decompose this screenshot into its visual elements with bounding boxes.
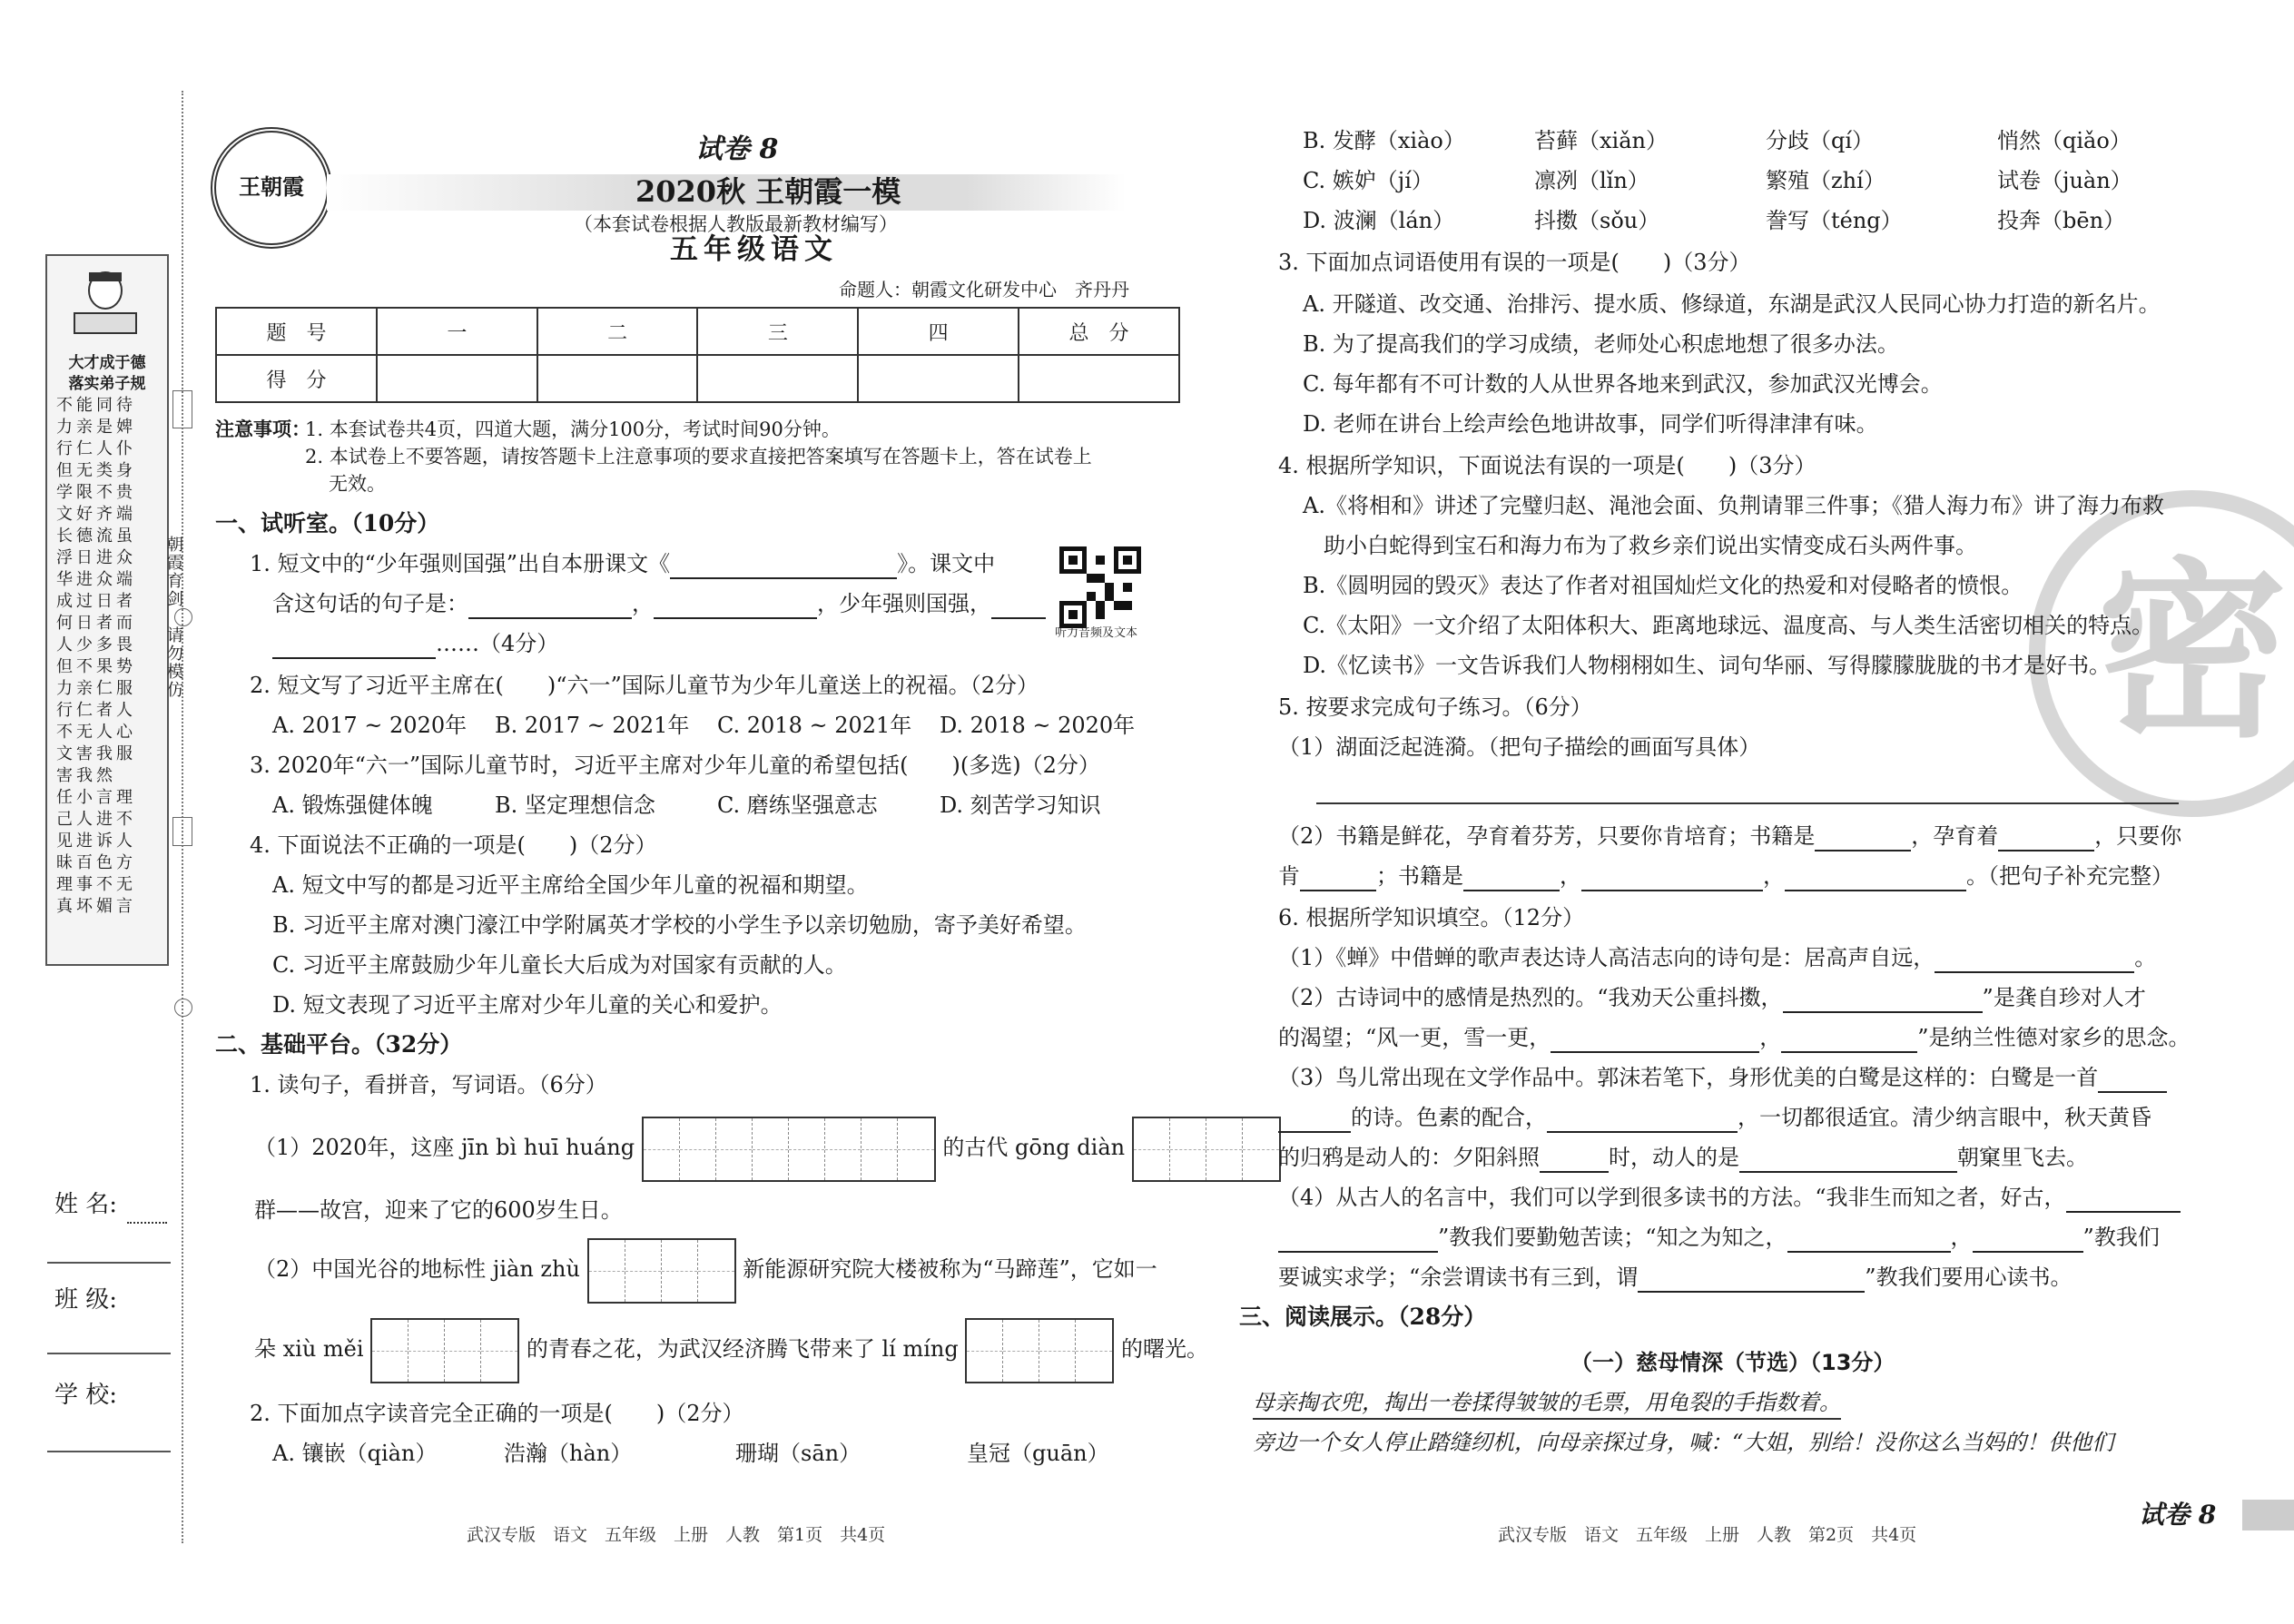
poem-line: 但不果势 <box>56 657 136 676</box>
poem-line: 行仁者人 <box>56 701 136 720</box>
option: C. 2018 ~ 2021年 <box>717 713 912 738</box>
s1-q3: 3. 2020年“六一”国际儿童节时，习近平主席对少年儿童的希望包括( )(多选)（2分） <box>250 753 1100 778</box>
q6-blank-10[interactable] <box>2066 1187 2181 1213</box>
q5-blank-6[interactable] <box>1785 866 1966 891</box>
notes-item2: 2. 本试卷上不要答题，请按答题卡上注意事项的要求直接把答案填写在答题卡上，答在试卷上 <box>305 446 1092 468</box>
q6-2-line1 <box>1278 982 2146 1013</box>
s1-q1-line1 <box>250 548 995 579</box>
poem-line: 不能同待 <box>56 396 136 415</box>
poem-line: 害我然 <box>56 766 116 785</box>
name-field[interactable] <box>127 1189 167 1224</box>
q2-row-c <box>1303 165 2229 196</box>
s1-q3-opts <box>272 790 1162 821</box>
q6-blank-4[interactable] <box>1781 1028 1917 1053</box>
option: B. 发酵（xiào） <box>1303 128 1465 153</box>
s2-q1: 1. 读句子，看拼音，写词语。（6分） <box>250 1072 607 1097</box>
s1-q1-d: ， <box>632 591 654 616</box>
q6-4-line3 <box>1278 1262 2072 1293</box>
author: 命题人：朝霞文化研发中心 齐丹丹 <box>839 279 1129 300</box>
reading-p2: 旁边一个女人停止踏缝纫机，向母亲探过身，喊：“大姐，别给！没你这么当妈的！供他们 <box>1253 1430 2114 1455</box>
poem-line: 见进诉人 <box>56 832 136 851</box>
corner-badge: 试卷 8 <box>2139 1500 2217 1530</box>
q4-opt-a2: 助小白蛇得到宝石和海力布为了救乡亲们说出实情变成石头两件事。 <box>1324 533 1977 558</box>
motto-bottom: 落实弟子规 <box>68 375 146 393</box>
option: 悄然（qiǎo） <box>1997 128 2132 153</box>
score-row-label: 得 分 <box>216 355 377 402</box>
option: 抖擞（sǒu） <box>1534 208 1660 233</box>
score-header-cell: 三 <box>697 308 858 355</box>
footer-left: 武汉专版 语文 五年级 上册 人教 第1页 共4页 <box>467 1525 886 1545</box>
poem-line: 但无类身 <box>56 461 136 480</box>
q6-blank-7[interactable] <box>1547 1107 1738 1133</box>
answer-grid-4[interactable] <box>370 1318 519 1383</box>
q6-blank-2[interactable] <box>1783 988 1983 1013</box>
q6-2c: 的渴望；“风一更，雪一更， <box>1278 1025 1551 1050</box>
q5-2-line2 <box>1278 861 2173 891</box>
option: A. 镶嵌（qiàn） <box>272 1441 438 1466</box>
score-cell[interactable] <box>537 355 698 402</box>
q6-blank-11[interactable] <box>1278 1227 1438 1253</box>
q6-3a: （3）鸟儿常出现在文学作品中。郭沫若笔下，身形优美的白鹭是这样的：白鹭是一首 <box>1278 1065 2099 1090</box>
circle-mark-3 <box>172 817 192 846</box>
poem-line: 昧百色方 <box>56 853 136 872</box>
q6-3f: 朝窠里飞去。 <box>1957 1145 2088 1170</box>
blank-sentence-1[interactable] <box>468 594 632 619</box>
q4-opt-a1: A.《将相和》讲述了完璧归赵、渑池会面、负荆请罪三件事；《猎人海力布》讲了海力布救 <box>1303 493 2164 518</box>
answer-grid-1[interactable] <box>642 1117 936 1182</box>
s1-q1-f: ……（4分） <box>436 631 559 656</box>
s2-s1b: 的古代 gōng diàn <box>942 1135 1126 1160</box>
poem-line: 力亲仁服 <box>56 679 136 698</box>
option: A. 2017 ~ 2020年 <box>272 713 468 738</box>
q5-2e: ；书籍是 <box>1376 863 1463 889</box>
watermark-text: 密 <box>2096 539 2288 763</box>
section3-title: 三、阅读展示。（28分） <box>1239 1304 1487 1330</box>
q6-4f: ”教我们要用心读书。 <box>1865 1265 2072 1290</box>
option: D. 2018 ~ 2020年 <box>940 713 1136 738</box>
q5-2d: 肯 <box>1278 863 1300 889</box>
score-header-cell: 题 号 <box>216 308 377 355</box>
s2-s2a: （2）中国光谷的地标性 jiàn zhù <box>254 1256 580 1282</box>
q5-1: （1）湖面泛起涟漪。（把句子描绘的画面写具体） <box>1278 734 1761 760</box>
q5-blank-4[interactable] <box>1463 866 1560 891</box>
q6-3-line2 <box>1278 1102 2151 1133</box>
q6-4b: ”教我们要勤勉苦读；“知之为知之， <box>1438 1225 1787 1250</box>
s1-q1-line2 <box>272 588 1046 619</box>
poem-line: 行仁人仆 <box>56 439 136 458</box>
poem-line: 理事不无 <box>56 875 136 894</box>
motto-top: 大才成于德 <box>68 354 146 372</box>
q6-blank-1[interactable] <box>1935 948 2134 973</box>
option: C. 嫉妒（jí） <box>1303 168 1433 193</box>
blank-sentence-3[interactable] <box>991 594 1046 619</box>
sidebar-vertical-note: 朝霞育剑 请勿模仿 <box>164 536 183 699</box>
sidebar-poem <box>56 395 156 918</box>
s1-q2-opts <box>272 710 1162 741</box>
poem-line: 力亲是婢 <box>56 418 136 437</box>
name-underline <box>47 1262 171 1264</box>
q5-2c: ，只要你 <box>2094 823 2182 849</box>
poem-line: 浮日进众 <box>56 548 136 567</box>
reading-p1: 母亲掏衣兜，掏出一卷揉得皱皱的毛票，用龟裂的手指数着。 <box>1253 1387 1841 1420</box>
q4-opt-d: D.《忆读书》一文告诉我们人物栩栩如生、词句华丽、写得朦朦胧胧的书才是好书。 <box>1303 653 2112 678</box>
school-underline[interactable] <box>47 1451 171 1452</box>
q4-opt-c: C.《太阳》一文介绍了太阳体积大、距离地球远、温度高、与人类生活密切相关的特点。 <box>1303 613 2154 638</box>
q6-2e: ”是纳兰性德对家乡的思念。 <box>1917 1025 2191 1050</box>
s1-q1-c: 含这句话的句子是： <box>272 591 468 616</box>
poem-line: 文好齐端 <box>56 505 136 524</box>
s1-q1-a: 1. 短文中的“少年强则国强”出自本册课文《 <box>250 551 671 576</box>
scholar-figure <box>56 263 154 345</box>
option: 投奔（bēn） <box>1997 208 2126 233</box>
section2-title: 二、基础平台。（32分） <box>215 1031 463 1058</box>
q6-4e: 要诚实求学；“余尝谓读书有三到，谓 <box>1278 1265 1639 1290</box>
option: 试卷（juàn） <box>1997 168 2132 193</box>
score-header-cell: 二 <box>537 308 698 355</box>
q5-2b: ，孕育着 <box>1911 823 1999 849</box>
q6-blank-5[interactable] <box>2098 1068 2167 1093</box>
score-cell[interactable] <box>858 355 1019 402</box>
s2-s2-row <box>254 1236 1157 1304</box>
option: C. 磨练坚强意志 <box>717 792 878 818</box>
poem-line: 学限不贵 <box>56 483 136 502</box>
s1-q2: 2. 短文写了习近平主席在( )“六一”国际儿童节为少年儿童送上的祝福。（2分） <box>250 673 1039 698</box>
q5-blank-2[interactable] <box>1998 826 2094 851</box>
qr-code-icon[interactable] <box>1059 546 1141 628</box>
answer-grid-3[interactable] <box>587 1238 736 1304</box>
q6-blank-14[interactable] <box>1638 1267 1865 1293</box>
circle-mark-4 <box>174 999 192 1017</box>
poem-line: 何日者而 <box>56 614 136 633</box>
poem-line: 不无人心 <box>56 723 136 742</box>
school-label: 学 校: <box>54 1382 118 1409</box>
answer-grid-5[interactable] <box>965 1318 1114 1383</box>
q5-blank-3[interactable] <box>1300 866 1376 891</box>
footer-right: 武汉专版 语文 五年级 上册 人教 第2页 共4页 <box>1498 1525 1917 1545</box>
s2-q2: 2. 下面加点字读音完全正确的一项是( )（2分） <box>250 1401 744 1426</box>
poem-line: 成过日者 <box>56 592 136 611</box>
q5-2g: 。（把句子补充完整） <box>1966 863 2173 889</box>
q6-2d: ， <box>1759 1025 1782 1050</box>
notes-item1: 1. 本套试卷共4页，四道大题，满分100分，考试时间90分钟。 <box>305 418 841 440</box>
q6: 6. 根据所学知识填空。（12分） <box>1278 905 1585 930</box>
q6-1: （1）《蝉》中借蝉的歌声表达诗人高洁志向的诗句是：居高声自远， 。 <box>1278 942 2156 973</box>
logo-badge <box>211 127 332 249</box>
option: B. 2017 ~ 2021年 <box>495 713 690 738</box>
option: D. 刻苦学习知识 <box>940 792 1101 818</box>
section1-title: 一、试听室。（10分） <box>215 510 440 536</box>
q6-blank-12[interactable] <box>1787 1227 1951 1253</box>
edition-note: （本套试卷根据人教版最新教材编写） <box>574 213 898 235</box>
notes-item2b: 无效。 <box>329 473 386 495</box>
notes-label: 注意事项： <box>215 418 310 440</box>
blank-sentence-2[interactable] <box>654 594 817 619</box>
circle-mark-1 <box>172 390 192 428</box>
option: 繁殖（zhí） <box>1766 168 1885 193</box>
q6-blank-13[interactable] <box>1973 1227 2083 1253</box>
option: 分歧（qí） <box>1766 128 1875 153</box>
s2-s1c: 群——故宫，迎来了它的600岁生日。 <box>254 1197 623 1223</box>
s2-s2e: 的曙光。 <box>1121 1336 1208 1362</box>
q4-opt-b: B.《圆明园的毁灭》表达了作者对祖国灿烂文化的热爱和对侵略者的愤恨。 <box>1303 573 2023 598</box>
q3-opt-b: B. 为了提高我们的学习成绩，老师处心积虑地想了很多办法。 <box>1303 331 1899 357</box>
q6-blank-3[interactable] <box>1551 1028 1759 1053</box>
s1-q4-opt-c: C. 习近平主席鼓励少年儿童长大后成为对国家有贡献的人。 <box>272 952 847 978</box>
option: 珊瑚（sān） <box>735 1441 861 1466</box>
option: 凛冽（lǐn） <box>1534 168 1649 193</box>
q5-2f-b: ， <box>1763 863 1785 889</box>
poem-line: 己人进不 <box>56 810 136 829</box>
option: B. 坚定理想信念 <box>495 792 655 818</box>
q6-blank-6[interactable] <box>1278 1107 1351 1133</box>
q6-3d: 的归鸦是动人的：夕阳斜照 <box>1278 1145 1540 1170</box>
option: 皇冠（guān） <box>967 1441 1109 1466</box>
exam-badge: 试卷 8 <box>695 133 779 165</box>
q5-blank-1[interactable] <box>1815 826 1911 851</box>
q3-opt-d: D. 老师在讲台上绘声绘色地讲故事，同学们听得津津有味。 <box>1303 411 1878 437</box>
s1-q1-e: ，少年强则国强， <box>817 591 991 616</box>
q4: 4. 根据所学知识，下面说法有误的一项是( )（3分） <box>1278 453 1816 478</box>
q6-2-line2 <box>1278 1022 2191 1053</box>
poem-line: 长德流虽 <box>56 527 136 546</box>
s2-s1-row <box>254 1115 1281 1182</box>
q5: 5. 按要求完成句子练习。（6分） <box>1278 694 1592 720</box>
s1-q4-opt-b: B. 习近平主席对澳门濠江中学附属英才学校的小学生予以亲切勉励，寄予美好希望。 <box>272 912 1087 938</box>
poem-line: 文害我服 <box>56 744 136 763</box>
right-page <box>1216 0 2294 1624</box>
q6-4-line1 <box>1278 1182 2181 1213</box>
s1-q4-opt-a: A. 短文中写的都是习近平主席给全国少年儿童的祝福和期望。 <box>272 872 869 898</box>
subject-title: 五年级语文 <box>670 233 838 266</box>
option: 苔藓（xiǎn） <box>1534 128 1668 153</box>
s1-q1-b: 》。课文中 <box>897 551 996 576</box>
corner-badge-bar <box>2242 1500 2294 1530</box>
qr-caption: 听力音频及文本 <box>1055 626 1138 640</box>
q6-1-text: （1）《蝉》中借蝉的歌声表达诗人高洁志向的诗句是：居高声自远， <box>1278 945 1935 970</box>
score-header-cell: 四 <box>858 308 1019 355</box>
q6-3-line3 <box>1278 1142 2088 1173</box>
q6-2b: ”是龚自珍对人才 <box>1982 985 2146 1010</box>
score-header-cell: 一 <box>377 308 537 355</box>
s2-s1a: （1）2020年，这座 jīn bì huī huáng <box>254 1135 635 1160</box>
option: 誊写（téng） <box>1766 208 1903 233</box>
s1-q4-opt-d: D. 短文表现了习近平主席对少年儿童的关心和爱护。 <box>272 992 783 1018</box>
q5-blank-5[interactable] <box>1581 866 1763 891</box>
q5-2-line1 <box>1278 821 2181 851</box>
q2-row-b <box>1303 125 2229 156</box>
q5-1-answer-line[interactable] <box>1316 802 2179 804</box>
q6-4d: ”教我们 <box>2082 1225 2160 1250</box>
reading-title: （一）慈母情深（节选）（13分） <box>1570 1350 1895 1375</box>
q6-4a: （4）从古人的名言中，我们可以学到很多读书的方法。“我非生而知之者，好古， <box>1278 1185 2066 1210</box>
poem-line: 人少多畏 <box>56 635 136 655</box>
q3-opt-c: C. 每年都有不可计数的人从世界各地来到武汉，参加武汉光博会。 <box>1303 371 1943 397</box>
s1-q4: 4. 下面说法不正确的一项是( )（2分） <box>250 832 657 858</box>
q2-row-d <box>1303 205 2229 236</box>
option: 浩瀚（hàn） <box>504 1441 633 1466</box>
s2-s2c-row <box>254 1316 1208 1383</box>
s1-q1-line3 <box>272 628 558 659</box>
score-table <box>215 307 1180 403</box>
q6-4-line2 <box>1278 1222 2160 1253</box>
option: A. 锻炼强健体魄 <box>272 792 433 818</box>
s2-s2c: 朵 xiù měi <box>254 1336 364 1362</box>
score-cell[interactable] <box>1019 355 1179 402</box>
name-label: 姓 名: <box>54 1191 118 1218</box>
s2-s2b: 新能源研究院大楼被称为“马蹄莲”，它如一 <box>743 1256 1157 1282</box>
q3-opt-a: A. 开隧道、改交通、治排污、提水质、修绿道，东湖是武汉人民同心协力打造的新名片。 <box>1303 291 2161 317</box>
poem-line: 华进众端 <box>56 570 136 589</box>
poem-line: 真坏媚言 <box>56 897 136 916</box>
q6-3-line1 <box>1278 1062 2167 1093</box>
q6-3e: 时，动人的是 <box>1609 1145 1739 1170</box>
q6-2a: （2）古诗词中的感情是热烈的。“我劝天公重抖擞， <box>1278 985 1783 1010</box>
s2-s2d: 的青春之花，为武汉经济腾飞带来了 lí míng <box>526 1336 959 1362</box>
score-cell[interactable] <box>697 355 858 402</box>
blank-sentence-4[interactable] <box>272 634 436 659</box>
s2-q2-row-a <box>272 1438 1198 1469</box>
poem-line: 任小言理 <box>56 788 136 807</box>
q5-2f: ， <box>1560 863 1581 889</box>
q6-blank-8[interactable] <box>1540 1147 1609 1173</box>
blank-lesson[interactable] <box>670 554 897 579</box>
score-header-cell: 总 分 <box>1019 308 1179 355</box>
q6-3b: 的诗。色素的配合， <box>1351 1105 1547 1130</box>
q6-4c: ， <box>1950 1225 1973 1250</box>
q5-2a: （2）书籍是鲜花，孕育着芬芳，只要你肯培育；书籍是 <box>1278 823 1816 849</box>
logo-text: 王朝霞 <box>239 173 304 200</box>
class-underline[interactable] <box>47 1353 171 1354</box>
option: D. 波澜（lán） <box>1303 208 1455 233</box>
exam-title: 2020秋 王朝霞一模 <box>635 174 901 209</box>
class-label: 班 级: <box>54 1286 118 1314</box>
circle-mark-2 <box>174 608 192 626</box>
q6-3c: ，一切都很适宜。清少纳言眼中，秋天黄昏 <box>1738 1105 2151 1130</box>
q3: 3. 下面加点词语使用有误的一项是( )（3分） <box>1278 250 1751 275</box>
score-cell[interactable] <box>377 355 537 402</box>
q6-blank-9[interactable] <box>1739 1147 1957 1173</box>
